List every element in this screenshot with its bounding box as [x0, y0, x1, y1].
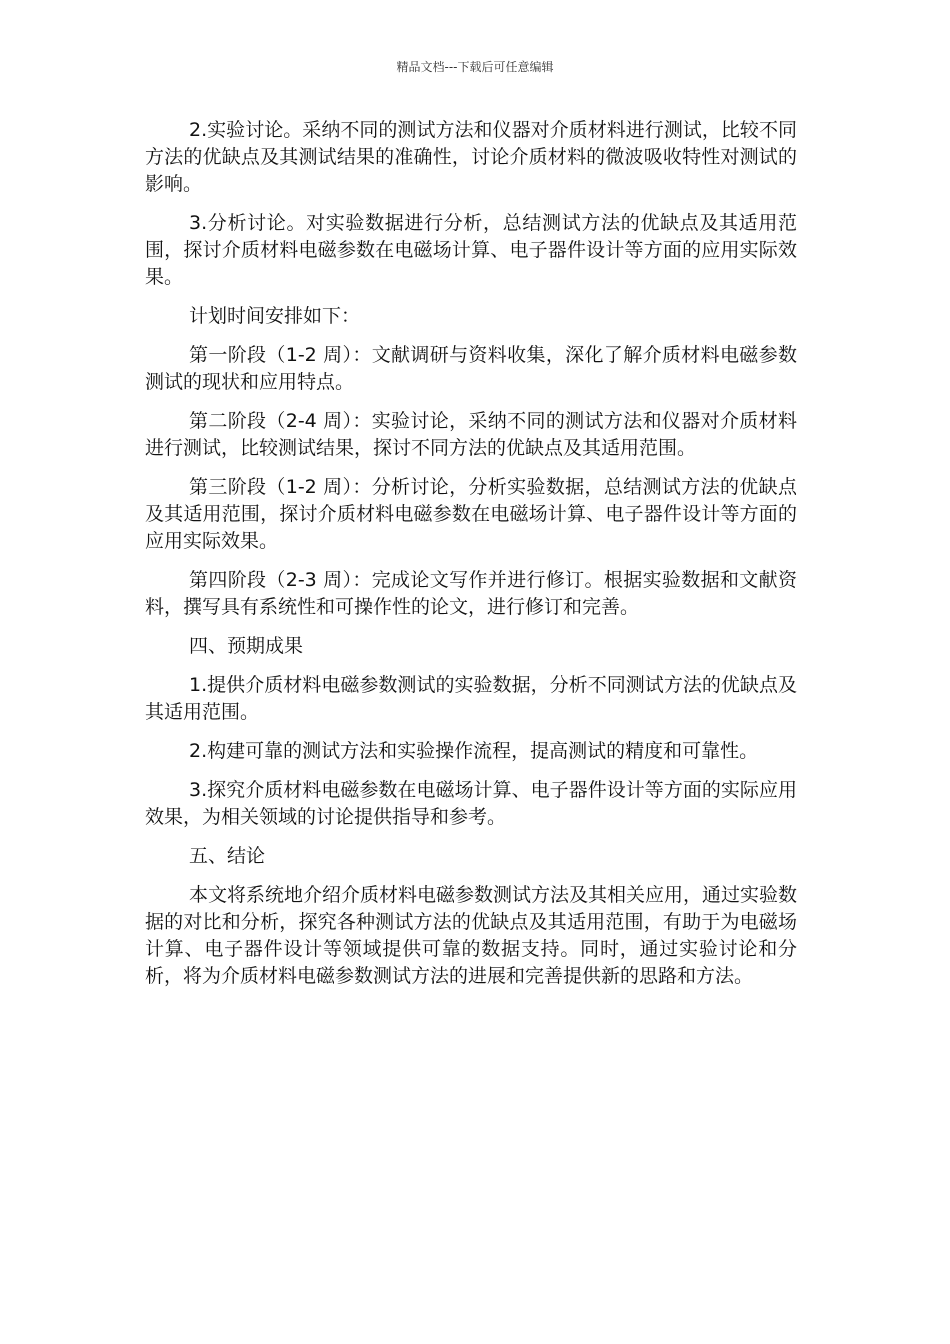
paragraph-phase-3: 第三阶段（1-2 周）：分析讨论，分析实验数据，总结测试方法的优缺点及其适用范围，探讨介质材料电磁参数在电磁场计算、电子器件设计等方面的应用实际效果。 [145, 476, 797, 552]
paragraph-phase-4: 第四阶段（2-3 周）：完成论文写作并进行修订。根据实验数据和文献资料，撰写具有系统性和可操作性的论文，进行修订和完善。 [145, 569, 797, 618]
section-heading-conclusion: 五、结论 [189, 845, 266, 867]
paragraph-conclusion: 本文将系统地介绍介质材料电磁参数测试方法及其相关应用，通过实验数据的对比和分析，探究各种测试方法的优缺点及其适用范围，有助于为电磁场计算、电子器件设计等领域提供可靠的数据支持。同时，通过实验讨论和分析，将为介质材料电磁参数测试方法的进展和完善提供新的思路和方法。 [145, 884, 798, 987]
paragraph-experiment-discussion: 2.实验讨论。采纳不同的测试方法和仪器对介质材料进行测试，比较不同方法的优缺点及其测试结果的准确性，讨论介质材料的微波吸收特性对测试的影响。 [145, 119, 797, 195]
page-header: 精品文档---下载后可任意编辑 [396, 60, 554, 74]
section-heading-expected-results: 四、预期成果 [189, 635, 304, 657]
document-body [145, 117, 797, 1002]
paragraph-phase-1: 第一阶段（1-2 周）：文献调研与资料收集，深化了解介质材料电磁参数测试的现状和应用特点。 [145, 344, 797, 393]
paragraph-result-2: 2.构建可靠的测试方法和实验操作流程，提高测试的精度和可靠性。 [189, 740, 759, 762]
paragraph-analysis-discussion: 3.分析讨论。对实验数据进行分析，总结测试方法的优缺点及其适用范围，探讨介质材料电磁参数在电磁场计算、电子器件设计等方面的应用实际效果。 [145, 212, 797, 288]
paragraph-result-3: 3.探究介质材料电磁参数在电磁场计算、电子器件设计等方面的实际应用效果，为相关领域的讨论提供指导和参考。 [145, 779, 797, 828]
paragraph-schedule-intro: 计划时间安排如下： [189, 305, 361, 327]
paragraph-phase-2: 第二阶段（2-4 周）：实验讨论，采纳不同的测试方法和仪器对介质材料进行测试，比较测试结果，探讨不同方法的优缺点及其适用范围。 [145, 410, 797, 459]
paragraph-result-1: 1.提供介质材料电磁参数测试的实验数据，分析不同测试方法的优缺点及其适用范围。 [145, 674, 797, 723]
